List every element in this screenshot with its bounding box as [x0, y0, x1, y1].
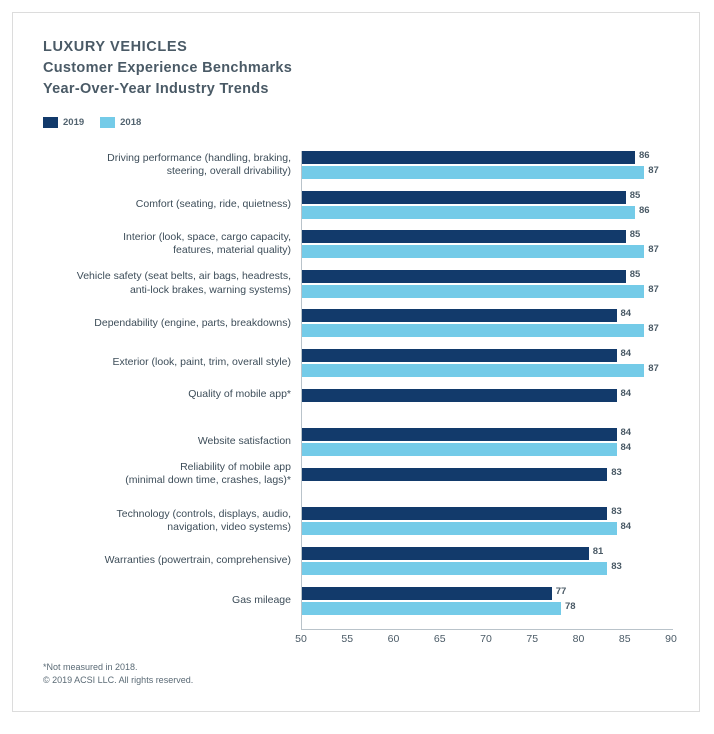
category-label-line: Dependability (engine, parts, breakdowns) [94, 316, 291, 329]
chart-row [43, 191, 673, 219]
title-line-1: LUXURY VEHICLES [43, 39, 188, 55]
bar-2018[interactable] [302, 285, 644, 298]
category-label [43, 388, 291, 402]
bar-value-label: 87 [648, 363, 659, 374]
bar-value-label: 86 [639, 204, 650, 216]
category-label-line: Vehicle safety (seat belts, air bags, headrests, [76, 270, 291, 283]
bar-value-label: 83 [611, 466, 622, 478]
x-axis-tick-labels [295, 633, 677, 649]
category-label-line: steering, overall drivability) [166, 165, 291, 177]
legend-label-2019: 2019 [63, 117, 85, 128]
bar-2018[interactable] [302, 245, 644, 258]
bar-value-label: 87 [648, 244, 659, 256]
bar-value-label: 85 [629, 268, 641, 280]
x-tick-label: 70 [480, 633, 492, 645]
category-label [43, 152, 291, 179]
category-label-line: navigation, video systems) [167, 521, 291, 534]
bar-value-label: 87 [648, 323, 659, 335]
chart-row [43, 389, 673, 402]
x-tick-label: 90 [665, 633, 677, 645]
bar-2018[interactable] [302, 522, 617, 535]
x-tick-label: 55 [341, 633, 354, 645]
x-tick-label: 85 [618, 633, 631, 645]
legend-swatch-2018 [100, 117, 115, 128]
bar-2019[interactable] [302, 309, 617, 322]
x-tick-label: 80 [572, 633, 585, 645]
bar-value-label: 84 [620, 442, 632, 454]
bar-value-label: 84 [620, 348, 632, 359]
bar-2018[interactable] [302, 206, 635, 219]
bar-2019[interactable] [302, 151, 635, 164]
bar-value-label: 86 [639, 150, 650, 161]
bar-value-label: 83 [611, 561, 622, 572]
chart-plot-area [43, 143, 677, 653]
footnote-asterisk: *Not measured in 2018. [43, 662, 138, 672]
category-label [43, 594, 291, 608]
bar-2019[interactable] [302, 191, 626, 204]
title-line-3: Year-Over-Year Industry Trends [43, 81, 269, 97]
x-tick-label: 65 [433, 633, 446, 645]
category-label-line: Warranties (powertrain, comprehensive) [104, 554, 291, 567]
category-label [43, 461, 291, 488]
category-label-line: Driving performance (handling, braking, [107, 151, 291, 164]
bar-value-label: 87 [648, 165, 659, 176]
bar-2019[interactable] [302, 389, 617, 402]
x-tick-label: 75 [526, 633, 539, 645]
bar-2018[interactable] [302, 166, 644, 179]
bar-value-label: 84 [620, 427, 632, 439]
category-label [43, 356, 291, 370]
bar-value-label: 85 [629, 229, 641, 241]
category-label-line: (minimal down time, crashes, lags)* [125, 474, 291, 487]
chart-row [43, 349, 673, 377]
chart-row [43, 230, 673, 258]
legend-item-2019[interactable] [43, 117, 84, 128]
category-label-line: Gas mileage [232, 593, 291, 606]
bar-value-label: 84 [620, 387, 632, 399]
category-label-line: Reliability of mobile app [180, 460, 291, 473]
bar-value-label: 87 [648, 283, 659, 295]
bar-2018[interactable] [302, 562, 607, 575]
chart-row [43, 587, 673, 615]
chart-row [43, 151, 673, 179]
bar-2019[interactable] [302, 230, 626, 243]
x-tick-label: 50 [295, 633, 307, 645]
category-label-line: Technology (controls, displays, audio, [116, 507, 291, 520]
legend-swatch-2019 [43, 117, 58, 128]
bar-2018[interactable] [302, 602, 561, 615]
category-label-line: anti-lock brakes, warning systems) [129, 283, 291, 296]
x-axis-line [301, 629, 673, 630]
bar-2018[interactable] [302, 324, 644, 337]
category-label [43, 554, 291, 568]
bar-value-label: 77 [555, 585, 567, 597]
chart-row [43, 507, 673, 535]
bar-2019[interactable] [302, 507, 607, 520]
x-tick-label: 60 [387, 633, 400, 645]
bar-2019[interactable] [302, 547, 589, 560]
bar-2019[interactable] [302, 349, 617, 362]
chart-row [43, 309, 673, 337]
category-label-line: Website satisfaction [197, 435, 291, 448]
category-label [43, 508, 291, 535]
bar-2019[interactable] [302, 270, 626, 283]
title-line-2: Customer Experience Benchmarks [43, 60, 293, 76]
category-label [43, 198, 291, 212]
bar-2019[interactable] [302, 587, 552, 600]
chart-card [12, 12, 700, 712]
bar-value-label: 81 [592, 546, 604, 557]
footnote-copyright: © 2019 ACSI LLC. All rights reserved. [43, 674, 194, 685]
bar-value-label: 85 [629, 189, 641, 201]
category-label-line: Quality of mobile app* [188, 388, 291, 401]
bar-value-label: 84 [620, 521, 632, 533]
bar-2019[interactable] [302, 468, 607, 481]
chart-legend [43, 117, 151, 128]
category-label-line: Comfort (seating, ride, quietness) [135, 197, 291, 210]
bar-value-label: 83 [611, 506, 622, 518]
chart-row [43, 460, 673, 487]
category-label [43, 317, 291, 331]
page-title [43, 37, 603, 100]
bar-2018[interactable] [302, 443, 617, 456]
category-label-line: Interior (look, space, cargo capacity, [123, 230, 291, 243]
chart-row [43, 428, 673, 456]
chart-row [43, 270, 673, 298]
category-label-line: features, material quality) [173, 244, 291, 257]
chart-row [43, 547, 673, 575]
bar-value-label: 84 [620, 308, 632, 320]
category-label [43, 231, 291, 258]
category-label [43, 435, 291, 449]
bar-2019[interactable] [302, 428, 617, 441]
category-label-line: Exterior (look, paint, trim, overall style) [112, 356, 291, 369]
legend-item-2018[interactable] [100, 117, 141, 128]
bar-value-label: 78 [565, 600, 576, 612]
legend-label-2018: 2018 [120, 117, 142, 128]
bar-2018[interactable] [302, 364, 644, 377]
category-label [43, 270, 291, 297]
footnotes [43, 661, 193, 686]
